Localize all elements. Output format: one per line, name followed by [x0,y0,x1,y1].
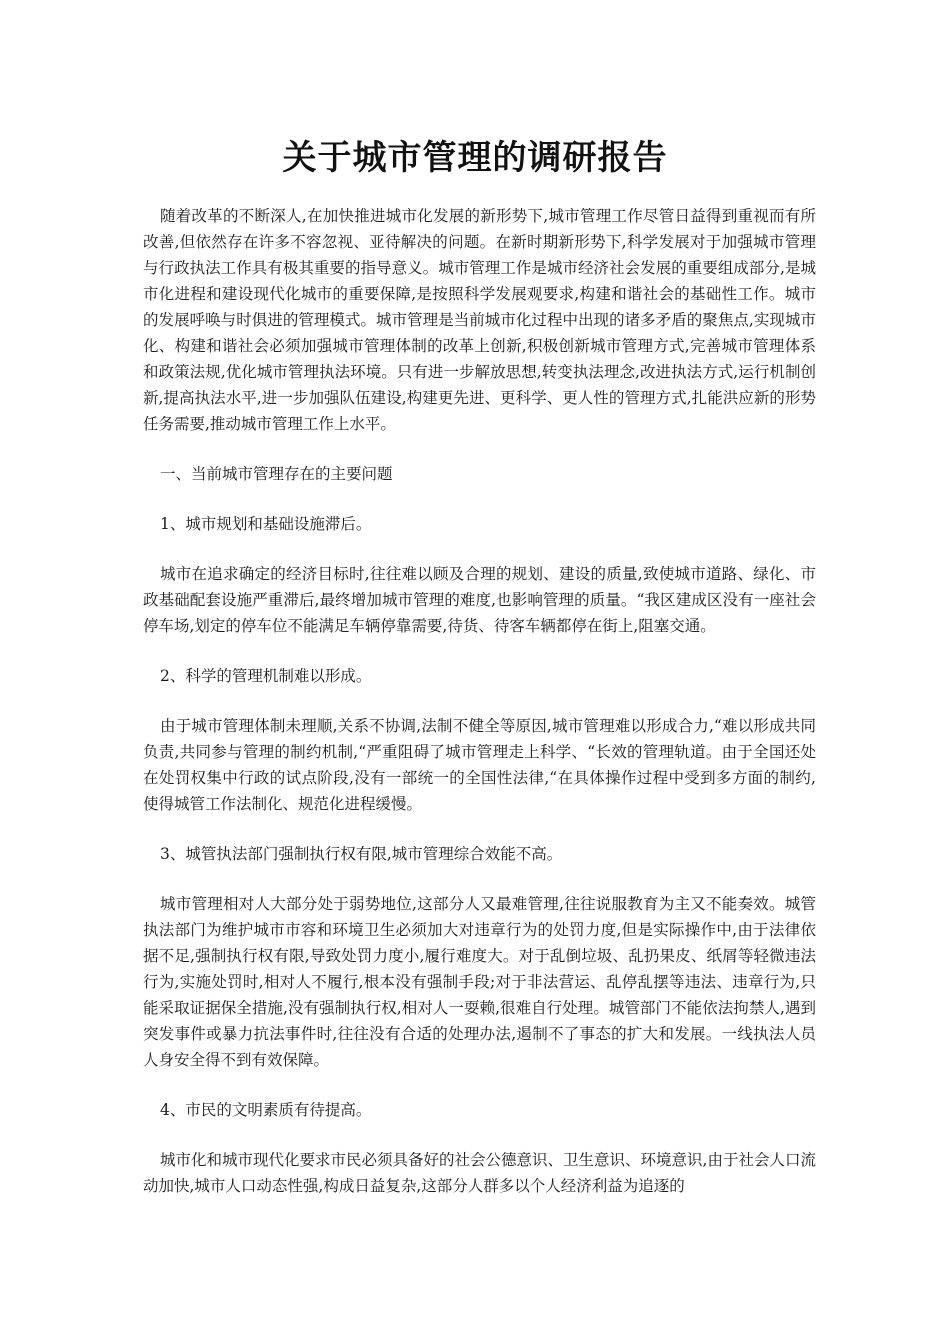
subheading-3: 3、城管执法部门强制执行权有限,城市管理综合效能不高。 [160,845,563,863]
document-body [143,203,816,1223]
body-paragraph-3: 城市管理相对人大部分处于弱势地位,这部分人又最难管理,往往说服教育为主又不能奏效。城管执法部门为维护城市市容和环境卫生必须加大对违章行为的处罚力度,但是实际操作中,由于法律依据不足,强制执行权有限,导致处罚力度小,履行难度大。对于乱倒垃圾、乱扔果皮、纸屑等轻微违法行为,实施处罚时,相对人不履行,根本没有强制手段;对于非法营运、乱停乱摆等违法、违章行为,只能采取证据保全措施,没有强制执行权,相对人一耍赖,很难自行处理。城管部门不能依法拘禁人,遇到突发事件或暴力抗法事件时,往往没有合适的处理办法,遏制不了事态的扩大和发展。一线执法人员人身安全得不到有效保障。 [143,895,816,1069]
document-title: 关于城市管理的调研报告 [282,138,668,178]
intro-paragraph: 随着改革的不断深人,在加快推进城市化发展的新形势下,城市管理工作尽管日益得到重视而有所改善,但依然存在许多不容忽视、亚待解决的问题。在新时期新形势下,科学发展对于加强城市管理与行政执法工作具有极其重要的指导意义。城市管理工作是城市经济社会发展的重要组成部分,是城市化进程和建设现代化城市的重要保障,是按照科学发展观要求,构建和谐社会的基础性工作。城市的发展呼唤与时俱进的管理模式。城市管理是当前城市化过程中出现的诸多矛盾的聚焦点,实现城市化、构建和谐社会必须加强城市管理体制的改革上创新,积极创新城市管理方式,完善城市管理体系和政策法规,优化城市管理执法环境。只有进一步解放思想,转变执法理念,改进执法方式,运行机制创新,提高执法水平,进一步加强队伍建设,构建更先进、更科学、更人性的管理方式,扎能洪应新的形势任务需要,推动城市管理工作上水平。 [143,207,816,433]
body-paragraph-4: 城市化和城市现代化要求市民必须具备好的社会公德意识、卫生意识、环境意识,由于社会人口流动加快,城市人口动态性强,构成日益复杂,这部分人群多以个人经济利益为追逐的 [143,1151,816,1195]
subheading-4: 4、市民的文明素质有待提高。 [160,1101,372,1119]
body-paragraph-1: 城市在追求确定的经济目标时,往往难以顾及合理的规划、建设的质量,致使城市道路、绿化、市政基础配套设施严重滞后,最终增加城市管理的难度,也影响管理的质量。“我区建成区没有一座社会停车场,划定的停车位不能满足车辆停靠需要,待货、待客车辆都停在街上,阻塞交通。 [143,565,816,635]
subheading-2: 2、科学的管理机制难以形成。 [160,667,372,685]
section-heading-1: 一、当前城市管理存在的主要问题 [160,465,393,483]
subheading-1: 1、城市规划和基础设施滞后。 [160,515,372,533]
body-paragraph-2: 由于城市管理体制未理顺,关系不协调,法制不健全等原因,城市管理难以形成合力,“难以形成共同负责,共同参与管理的制约机制,“严重阻碍了城市管理走上科学、“长效的管理轨道。由于全国还处在处罚权集中行政的试点阶段,没有一部统一的全国性法律,“在具体操作过程中受到多方面的制约,使得城管工作法制化、规范化进程缓慢。 [143,717,816,813]
